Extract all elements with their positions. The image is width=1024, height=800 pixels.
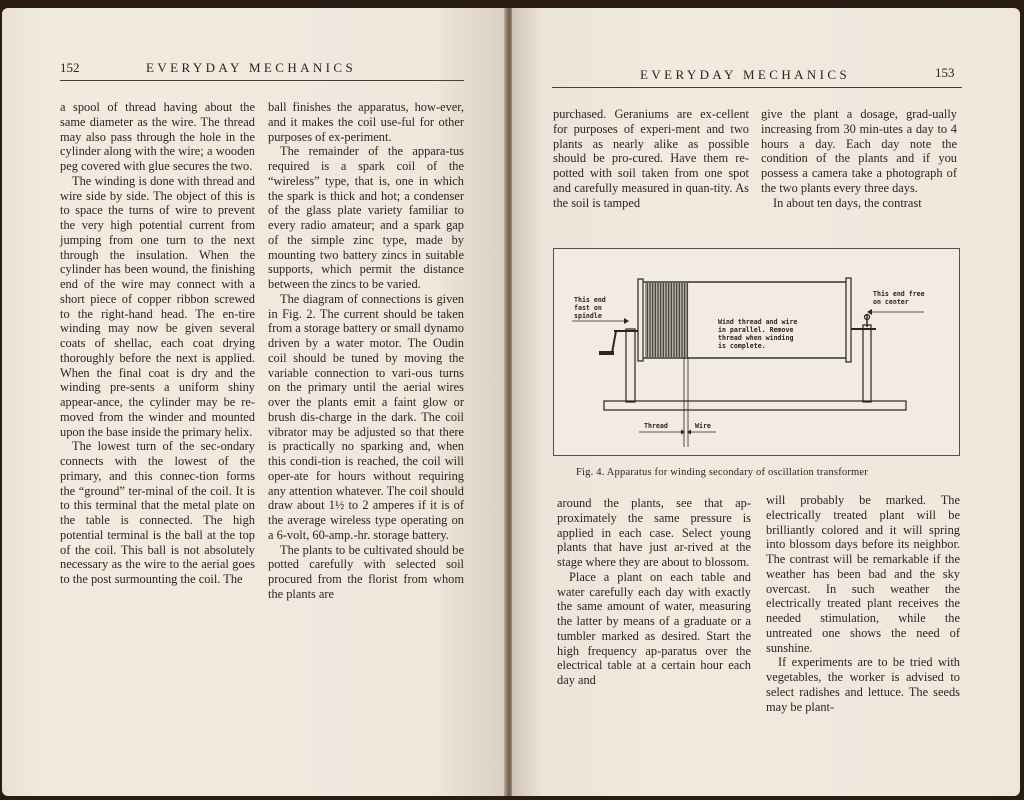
text-column-2 [766,493,960,714]
paragraph: The diagram of connections is given in Fig. 2. The current should be taken from a storage battery or small dynamo driven by a water motor. The Oudin coil should be tuned by moving the variable connection to vari-ous turns on the primary until the aerial wires over the plants emit a faint glow or brush dis-charge in the dark. The coil vibrator may be adjusted so that there is practically no sparking and, when this condi-tion is reached, the coil will oper-ate for hours without requiring any attention whatever. The coil should draw about 1½ to 2 amperes if it is of the average wireless type operating on a 6-volt, 60-amp.-hr. storage battery. [268,291,464,542]
label-center: is complete. [718,342,766,350]
left-page [2,8,506,796]
label-center: thread when winding [718,334,794,342]
page-number: 153 [935,65,955,80]
label-wire: Wire [695,422,711,430]
page-number: 152 [60,60,80,75]
cylinder-head-right [846,278,851,362]
label-left: This end [574,296,606,304]
text-column-1 [60,100,255,587]
paragraph: give the plant a dosage, grad-ually increasing from 30 min-utes a day to 4 hours a day. Each day note the condition of the plants and if you possess a camera take a photograph of the two plants every three days. [761,107,957,195]
text-column-2 [268,100,464,602]
base-board [604,401,906,410]
label-left: spindle [574,312,602,320]
text-column-1 [553,107,749,210]
paragraph: In about ten days, the contrast [773,195,922,210]
figure-diagram [553,248,960,456]
label-right: on center [873,298,909,306]
right-page [512,8,1020,796]
paragraph: a spool of thread having about the same diameter as the wire. The thread may also pass through the hole in the cylinder along with the wire; a wooden peg covered with glue secures the two. [60,100,255,173]
paragraph: The lowest turn of the sec-ondary connects with the lowest of the primary, and this connec-tion forms the “ground” ter-minal of the coil. It is to this terminal that the metal plate on the table is connected. The high potential terminal is the ball at the top of the coil. This ball is not absolutely necessary as the wire to the aerial goes to the post surmounting the coil. The [60,439,255,586]
arrow-icon [687,430,691,435]
header-rule [60,80,464,81]
label-thread: Thread [644,422,668,430]
arrow-icon [624,318,629,324]
arrow-icon [681,430,685,435]
paragraph: Place a plant on each table and water carefully each day with exactly the same amount of water, measuring the latter by means of a graduate or a tumbler marked as desired. Start the high frequency ap-paratus over the electrical table at a certain hour each day and [557,569,751,687]
paragraph: The remainder of the appara-tus required is a spark coil of the “wireless” type, that is, one in which the spark is thick and hot; a condenser of the glass plate variety familiar to every radio amateur; and a spark gap of the simple zinc type, made by mounting two battery zincs in suitable supports, which permit the distance between the zincs to be varied. [268,144,464,291]
label-right: This end free [873,290,925,298]
running-head: EVERYDAY MECHANICS [640,67,851,82]
paragraph: around the plants, see that ap-proximately the same pressure is applied in each case. Select young plants that have just ar-rived at the stage where they are about to blossom. [557,496,751,569]
text-column-2 [761,107,957,210]
right-support [863,325,871,402]
label-center: Wind thread and wire [718,318,798,326]
left-support [626,329,635,402]
paragraph: The plants to be cultivated should be potted carefully with selected soil procured from the florist from whom the plants are [268,542,464,601]
label-left: fast on [574,304,602,312]
text-column-1 [557,496,751,688]
winder-diagram [554,249,959,455]
figure-caption: Fig. 4. Apparatus for winding secondary of oscillation transformer [576,467,868,478]
paragraph: will probably be marked. The electrically treated plant will be brilliantly colored and it will spring into blossom days before its neighbor. The contrast will be remarkable if the weather has been bad and the sky overcast. In such weather the electrically treated plant receives the needed stimulation, while the untreated one shows the need of sunshine. [766,493,960,655]
header-rule [552,87,962,88]
paragraph: ball finishes the apparatus, how-ever, and it makes the coil use-ful for other purposes of ex-periment. [268,100,464,144]
paragraph: The winding is done with thread and wire side by side. The object of this is to space the turns of wire to prevent the very high potential current from jumping from one turn to the next through the insulation. When the cylinder has been wound, the finishing end of the wire may connect with a short piece of copper ribbon screwed to the right-hand head. The en-tire winding may now be given several coats of shellac, each coat drying thoroughly before the next is applied. When the final coat is dry and the winding pre-sents a uniform shiny appear-ance, the cylinder may be re-moved from the winder and mounted upon the base inside the primary helix. [60,173,255,439]
running-head: EVERYDAY MECHANICS [146,60,357,75]
crank-handle-icon [599,331,616,353]
paragraph: purchased. Geraniums are ex-cellent for purposes of experi-ment and two plants as nearly alike as possible should be pro-cured. Have them re-potted with soil taken from one spot and carefully measured in quan-tity. As the soil is tamped [553,107,749,210]
winding-turns [646,283,688,357]
cylinder-head-left [638,279,643,361]
label-center: in parallel. Remove [718,326,794,334]
paragraph: If experiments are to be tried with vegetables, the worker is advised to select radishes and lettuce. The seeds may be plant- [766,655,960,714]
